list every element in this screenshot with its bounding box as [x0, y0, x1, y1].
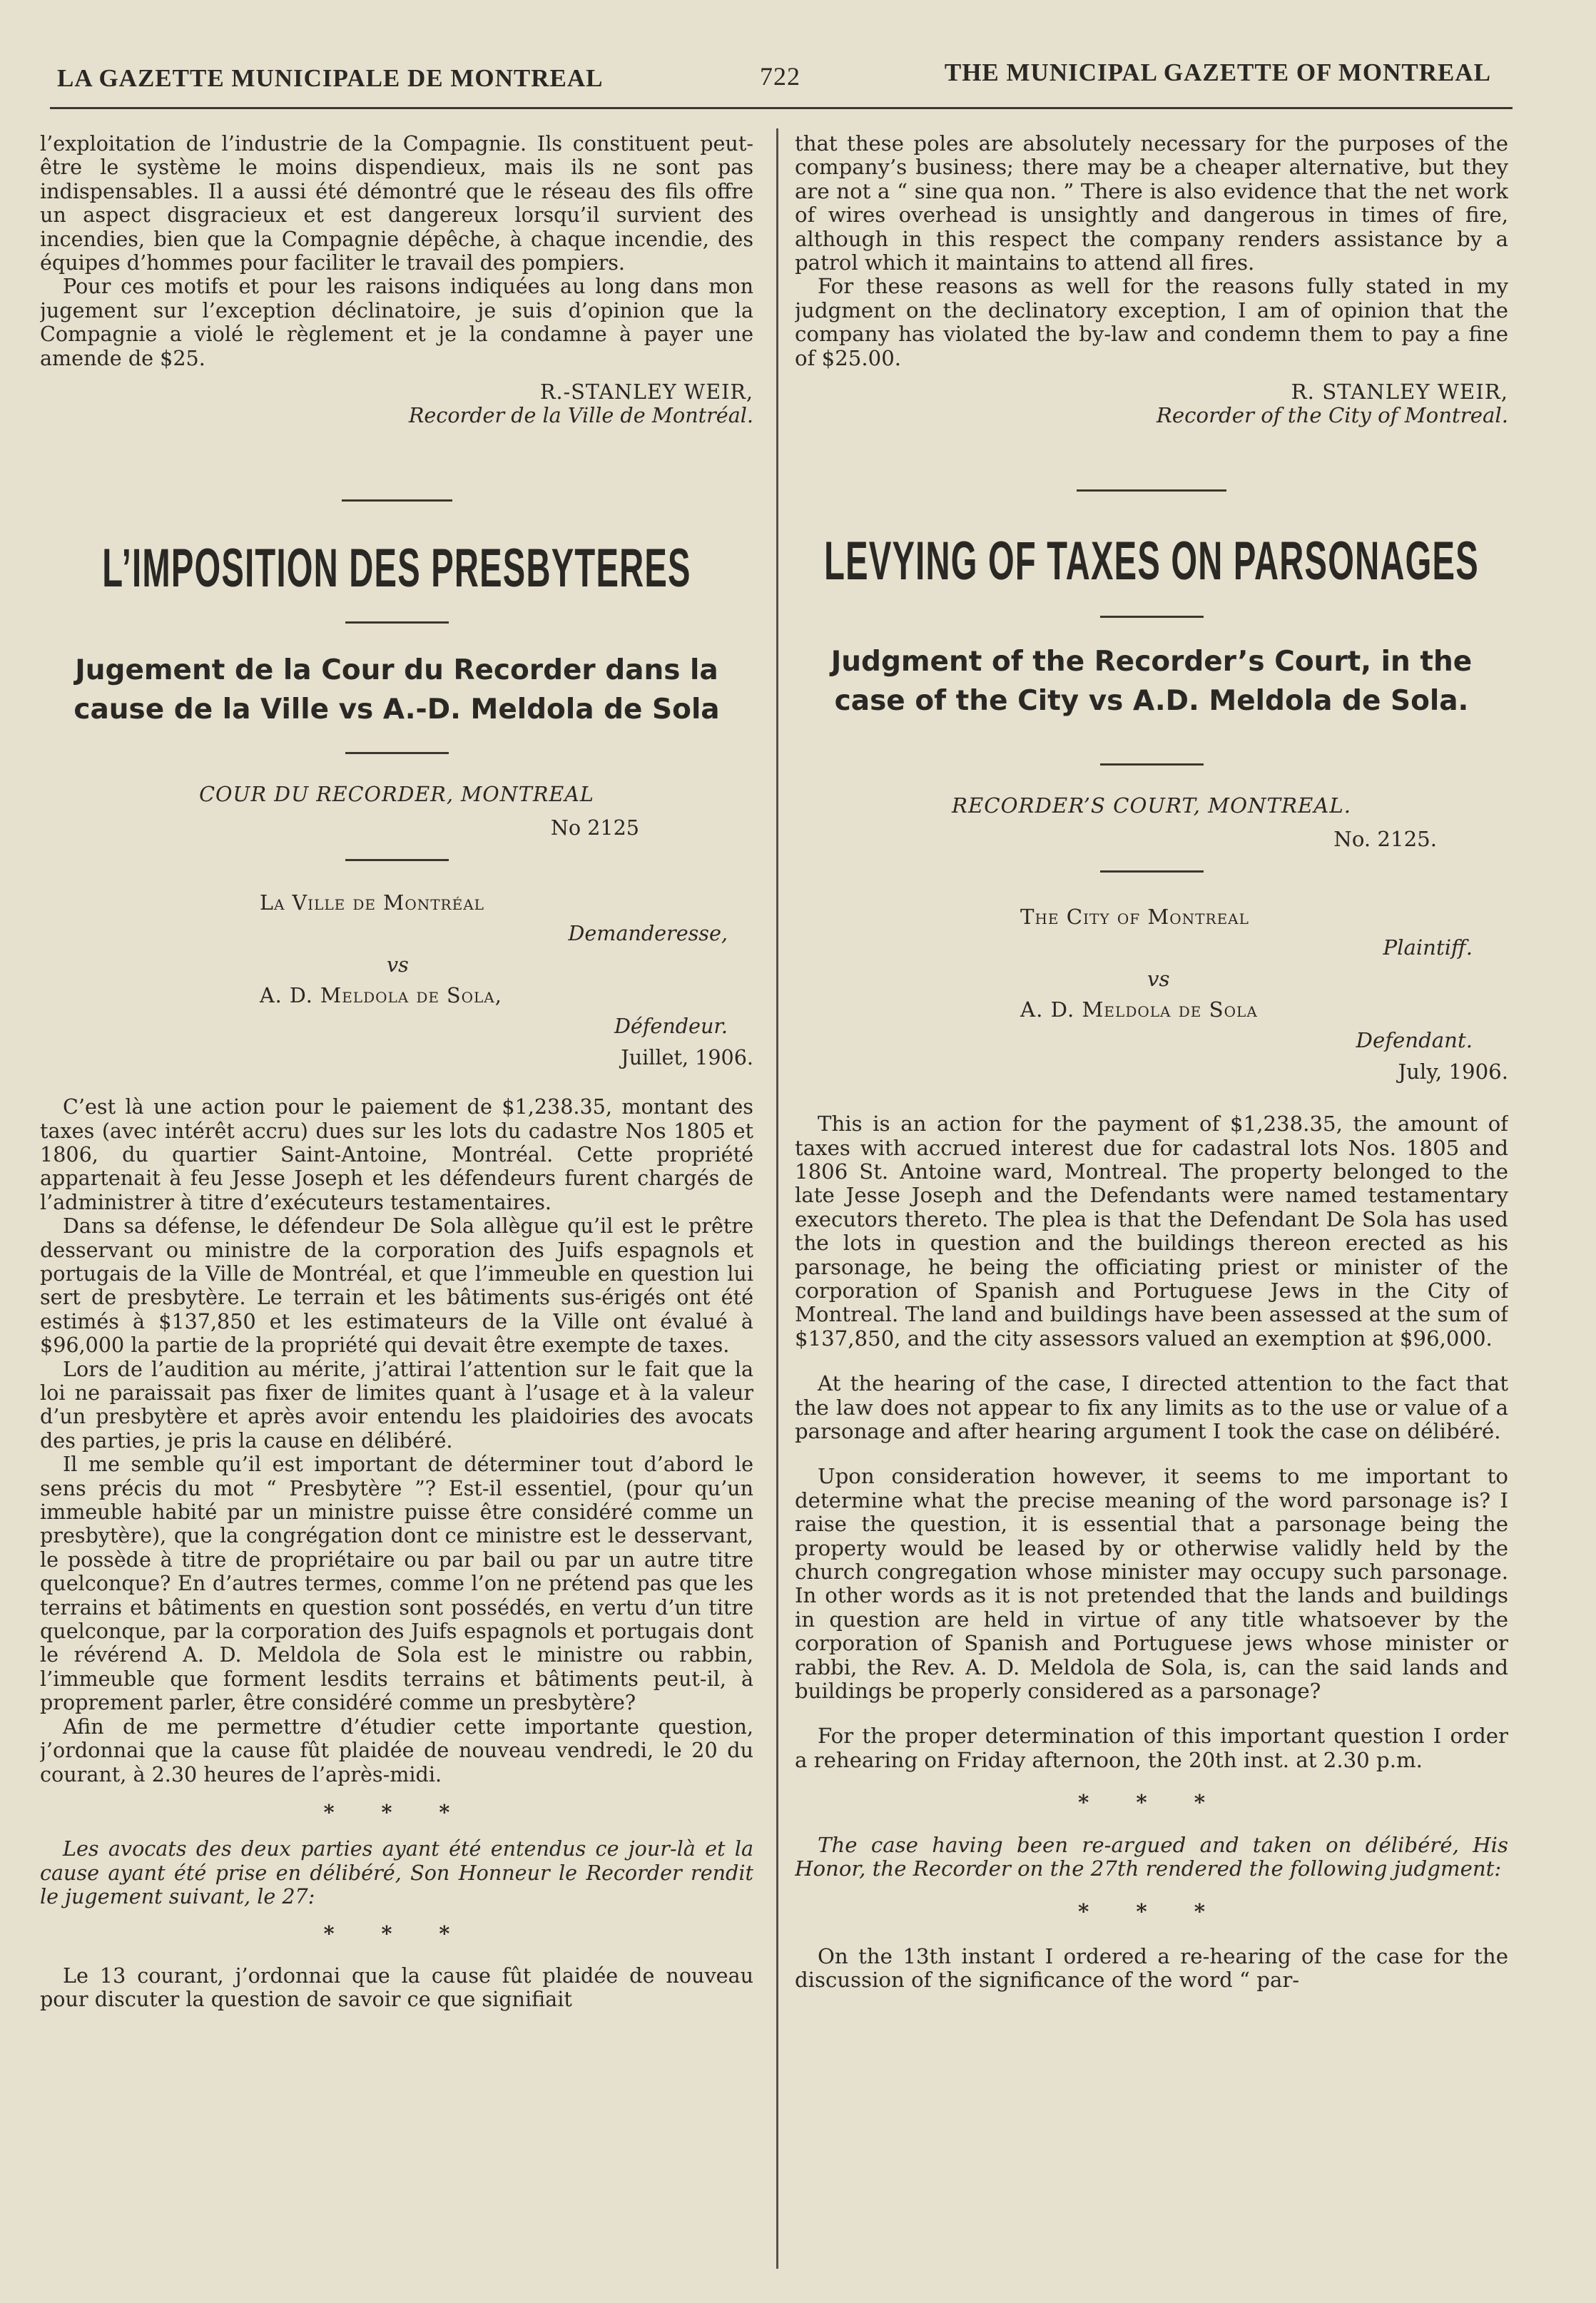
- en-versus: vs: [1147, 966, 1170, 991]
- fr-defendant-role: Défendeur.: [614, 1014, 728, 1039]
- fr-court-name: COUR DU RECORDER, MONTREAL: [199, 781, 594, 806]
- fr-signature: R.-STANLEY WEIR,: [539, 380, 753, 405]
- en-court-name: RECORDER’S COURT, MONTREAL.: [951, 793, 1352, 818]
- fr-date: Juillet, 1906.: [621, 1044, 753, 1069]
- en-body-paragraph-2: At the hearing of the case, I directed attention to the fact that the law does not appear to fix any limits as to the use or value of a parsonage and after hearing argument I took the case on délibéré.: [795, 1371, 1508, 1443]
- header-rule: [50, 107, 1513, 109]
- en-article-title: LEVYING OF TAXES ON PARSONAGES: [824, 530, 1479, 591]
- header-english-title: THE MUNICIPAL GAZETTE OF MONTREAL: [944, 59, 1491, 86]
- page-header: [50, 56, 1491, 106]
- fr-body-paragraph-4: Il me semble qu’il est important de déterminer tout d’abord le sens précis du mot “ Presbytère ”? Est-il essentiel, (pour qu’un immeuble habité par un ministre puisse être considéré comme un presbytère), que la congrégation dont ce ministre est le desservant, le possède à titre de propriétaire ou par bail ou par un autre titre quelconque? En d’autres termes, comme l’on ne prétend pas que les terrains et bâtiments en question sont possédés, en vertu d’un titre quelconque, par la corporation des Juifs espagnols et portugais dont le révérend A. D. Meldola de Sola est le ministre ou rabbin, l’immeuble que forment lesdits terrains et bâtiments peut-il, à proprement parler, être considéré comme un presbytère?: [40, 1452, 753, 1715]
- en-defendant-role: Defendant.: [1356, 1028, 1473, 1053]
- fr-plaintiff: La Ville de Montréal: [260, 890, 484, 915]
- fr-body-paragraph-5: Afin de me permettre d’étudier cette importante question, j’ordonnai que la cause fût plaidée de nouveau vendredi, le 20 du courant, à 2.30 heures de l’après-midi.: [40, 1714, 753, 1786]
- en-intro-paragraph-1: that these poles are absolutely necessary for the purposes of the company’s business; there may be a cheaper alternative, but they are not a “ sine qua non. ” There is also evidence that the net work of wires overhead is unsightly and dangerous in times of fire, although in this respect the company renders assistance by a patrol which it maintains to attend all fires.: [795, 132, 1508, 275]
- fr-body-paragraph-2: Dans sa défense, le défendeur De Sola allègue qu’il est le prêtre desservant ou ministre de la corporation des Juifs espagnols et portugais de la Ville de Montréal, et que l’immeuble en question lui sert de presbytère. Le terrain et les bâtiments sus-érigés ont été estimés à $137,850 et les estimateurs de la Ville ont évalué à $96,000 la partie de la propriété qui devait être exempte de taxes.: [40, 1214, 753, 1358]
- en-date: July, 1906.: [1398, 1059, 1508, 1084]
- en-final-paragraph: On the 13th instant I ordered a re-hearing of the case for the discussion of the significance of the word “ par-: [795, 1943, 1508, 1993]
- fr-section-stars: * * *: [323, 1799, 470, 1824]
- fr-final-paragraph: Le 13 courant, j’ordonnai que la cause fût plaidée de nouveau pour discuter la question de savoir ce que signifiait: [40, 1963, 753, 2012]
- en-section-stars: * * *: [1077, 1790, 1226, 1815]
- en-body-paragraph-4: For the proper determination of this important question I order a rehearing on Friday afternoon, the 20th inst. at 2.30 p.m.: [795, 1724, 1508, 1772]
- fr-italic-paragraph: Les avocats des deux parties ayant été entendus ce jour-là et la cause ayant été prise en délibéré, Son Honneur le Recorder rendit le jugement suivant, le 27:: [40, 1836, 753, 1909]
- en-defendant: A. D. Meldola de Sola: [1020, 997, 1258, 1022]
- en-intro-paragraph-2: For these reasons as well for the reasons fully stated in my judgment on the declinatory exception, I am of opinion that the company has violated the by-law and condemn them to pay a fine of $25.00.: [795, 274, 1508, 370]
- fr-versus: vs: [387, 952, 409, 977]
- fr-case-number: No 2125: [550, 815, 639, 840]
- fr-article-title: L’IMPOSITION DES PRESBYTERES: [102, 537, 691, 599]
- fr-body-paragraph-3: Lors de l’audition au mérite, j’attirai l’attention sur le fait que la loi ne paraissait pas fixer de limites quant à l’usage et à la valeur d’un presbytère et après avoir entendu les plaidoiries des avocats des parties, je pris la cause en délibéré.: [40, 1356, 753, 1453]
- en-article-subtitle: Judgment of the Recorder’s Court, in the case of the City vs A.D. Meldola de Sola.: [830, 645, 1473, 717]
- en-plaintiff-role: Plaintiff.: [1383, 935, 1473, 960]
- page-number: 722: [760, 62, 800, 91]
- en-case-number: No. 2125.: [1333, 827, 1437, 852]
- fr-section-stars-2: * * *: [323, 1921, 470, 1946]
- fr-signature-title: Recorder de la Ville de Montréal.: [408, 403, 753, 428]
- en-section-stars-2: * * *: [1077, 1898, 1226, 1923]
- en-signature: R. STANLEY WEIR,: [1291, 380, 1508, 405]
- fr-defendant: A. D. Meldola de Sola,: [260, 982, 502, 1007]
- fr-plaintiff-role: Demanderesse,: [568, 921, 728, 946]
- en-body-paragraph-1: This is an action for the payment of $1,238.35, the amount of taxes with accrued interest due for cadastral lots Nos. 1805 and 1806 St. Antoine ward, Montreal. The property belonged to the late Jesse Joseph and the Defendants were named testamentary executors thereto. The plea is that the Defendant De Sola has used the lots in question and the buildings thereon erected as his parsonage, he being the officiating priest or minister of the corporation of Spanish and Portuguese Jews in the City of Montreal. The land and buildings have been assessed at the sum of $137,850, and the city assessors valued an exemption at $96,000.: [795, 1112, 1508, 1351]
- en-plaintiff: The City of Montreal: [1020, 904, 1249, 929]
- fr-intro-paragraph-1: l’exploitation de l’industrie de la Compagnie. Ils constituent peut-être le système le moins dispendieux, mais ils ne sont pas indispensables. Il a aussi été démontré que le réseau des fils offre un aspect disgracieux et est dangereux lorsqu’il survient des incendies, bien que la Compagnie dépêche, à chaque incendie, des équipes d’hommes pour faciliter le travail des pompiers.: [40, 132, 753, 275]
- french-column: [40, 132, 753, 2279]
- en-body-paragraph-3: Upon consideration however, it seems to me important to determine what the precise meaning of the word parsonage is? I raise the question, it is essential that a parsonage being the property would be leased by or otherwise validly held by the church congregation whose minister may occupy such parsonage. In other words as it is not pretended that the lands and buildings in question are held in virtue of any title whatsoever by the corporation of Spanish and Portuguese jews whose minister or rabbi, the Rev. A. D. Meldola de Sola, is, can the said lands and buildings be properly considered as a parsonage?: [795, 1464, 1508, 1704]
- header-french-title: LA GAZETTE MUNICIPALE DE MONTREAL: [57, 64, 604, 92]
- fr-intro-paragraph-2: Pour ces motifs et pour les raisons indiquées au long dans mon jugement sur l’exception déclinatoire, je suis d’opinion que la Compagnie a violé le règlement et je la condamne à payer une amende de $25.: [40, 274, 753, 370]
- english-column: [795, 132, 1508, 2279]
- column-divider: [776, 128, 778, 2269]
- fr-article-subtitle: Jugement de la Cour du Recorder dans la cause de la Ville vs A.-D. Meldola de Sola: [73, 654, 720, 726]
- en-italic-paragraph: The case having been re-argued and taken on délibéré, His Honor, the Recorder on the 27th rendered the following judgment:: [795, 1832, 1508, 1881]
- fr-body-paragraph-1: C’est là une action pour le paiement de $1,238.35, montant des taxes (avec intérêt accru) dues sur les lots du cadastre Nos 1805 et 1806, du quartier Saint-Antoine, Montréal. Cette propriété appartenait à feu Jesse Joseph et les défendeurs furent chargés de l’administrer à titre d’exécuteurs testamentaires.: [40, 1094, 753, 1214]
- en-signature-title: Recorder of the City of Montreal.: [1156, 403, 1508, 428]
